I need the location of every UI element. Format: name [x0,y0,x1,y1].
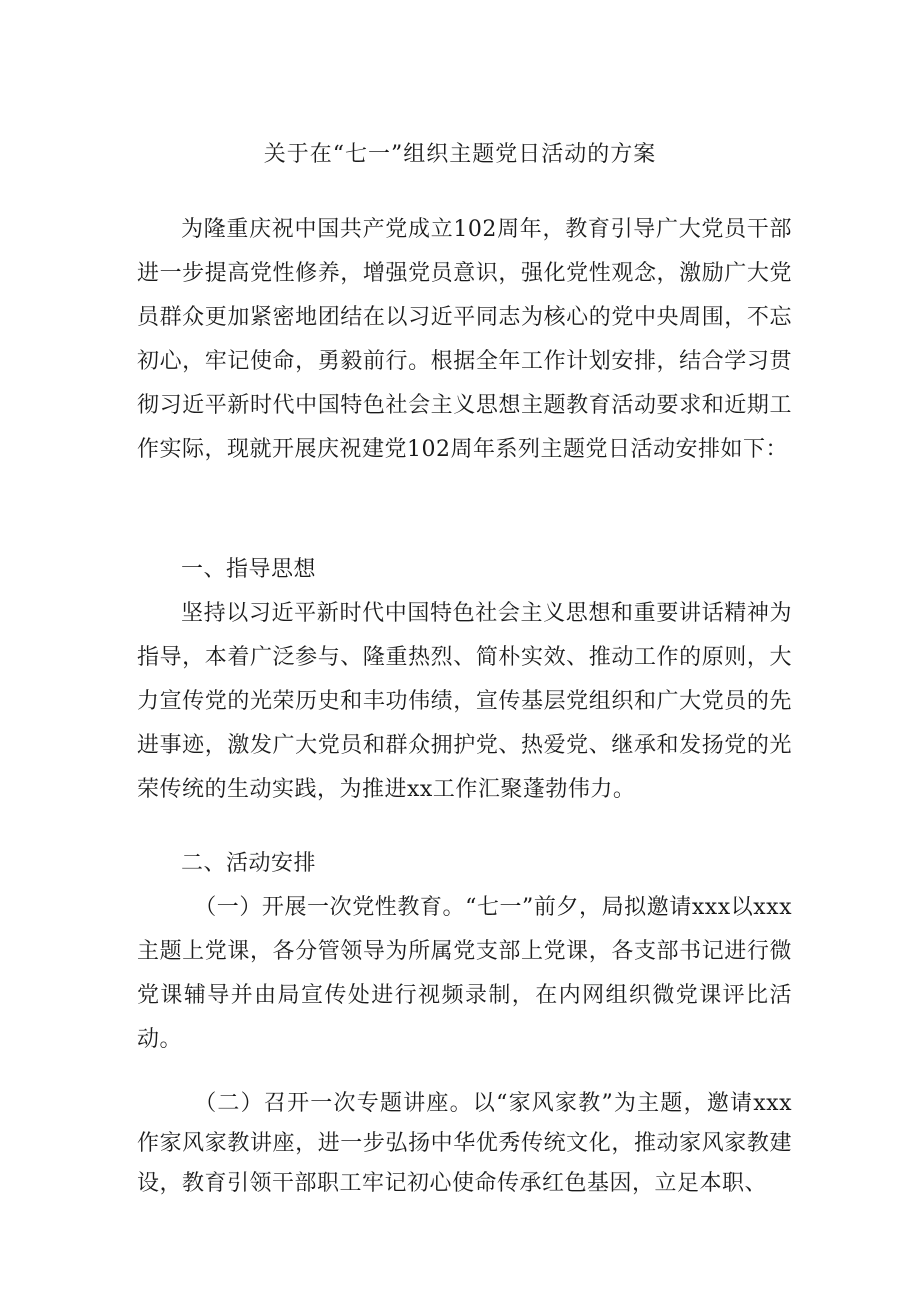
activity-item-special-lecture: （二）召开一次专题讲座。以“家风家教”为主题，邀请xxx作家风家教讲座，进一步弘扬中华优秀传统文化，推动家风家教建设，教育引领干部职工牢记初心使命传承红色基因，立足本职、 [137,1091,792,1196]
section-heading-activity-arrangement: 二、活动安排 [181,851,317,876]
intro-paragraph: 为隆重庆祝中国共产党成立102周年，教育引导广大党员干部进一步提高党性修养，增强党员意识，强化党性观念，激励广大党员群众更加紧密地团结在以习近平同志为核心的党中央周围，不忘初心，牢记使命，勇毅前行。根据全年工作计划安排，结合学习贯彻习近平新时代中国特色社会主义思想主题教育活动要求和近期工作实际，现就开展庆祝建党102周年系列主题党日活动安排如下： [137,217,792,462]
document-title: 关于在“七一”组织主题党日活动的方案 [263,142,657,167]
guiding-ideology-paragraph: 坚持以习近平新时代中国特色社会主义思想和重要讲话精神为指导，本着广泛参与、隆重热烈、简朴实效、推动工作的原则，大力宣传党的光荣历史和丰功伟绩，宣传基层党组织和广大党员的先进事迹，激发广大党员和群众拥护党、热爱党、继承和发扬党的光荣传统的生动实践，为推进xx工作汇聚蓬勃伟力。 [137,601,792,802]
activity-item-party-education: （一）开展一次党性教育。“七一”前夕，局拟邀请xxx以xxx主题上党课，各分管领导为所属党支部上党课，各支部书记进行微党课辅导并由局宣传处进行视频录制，在内网组织微党课评比活动。 [137,895,792,1052]
section-heading-guiding-ideology: 一、指导思想 [181,557,317,582]
